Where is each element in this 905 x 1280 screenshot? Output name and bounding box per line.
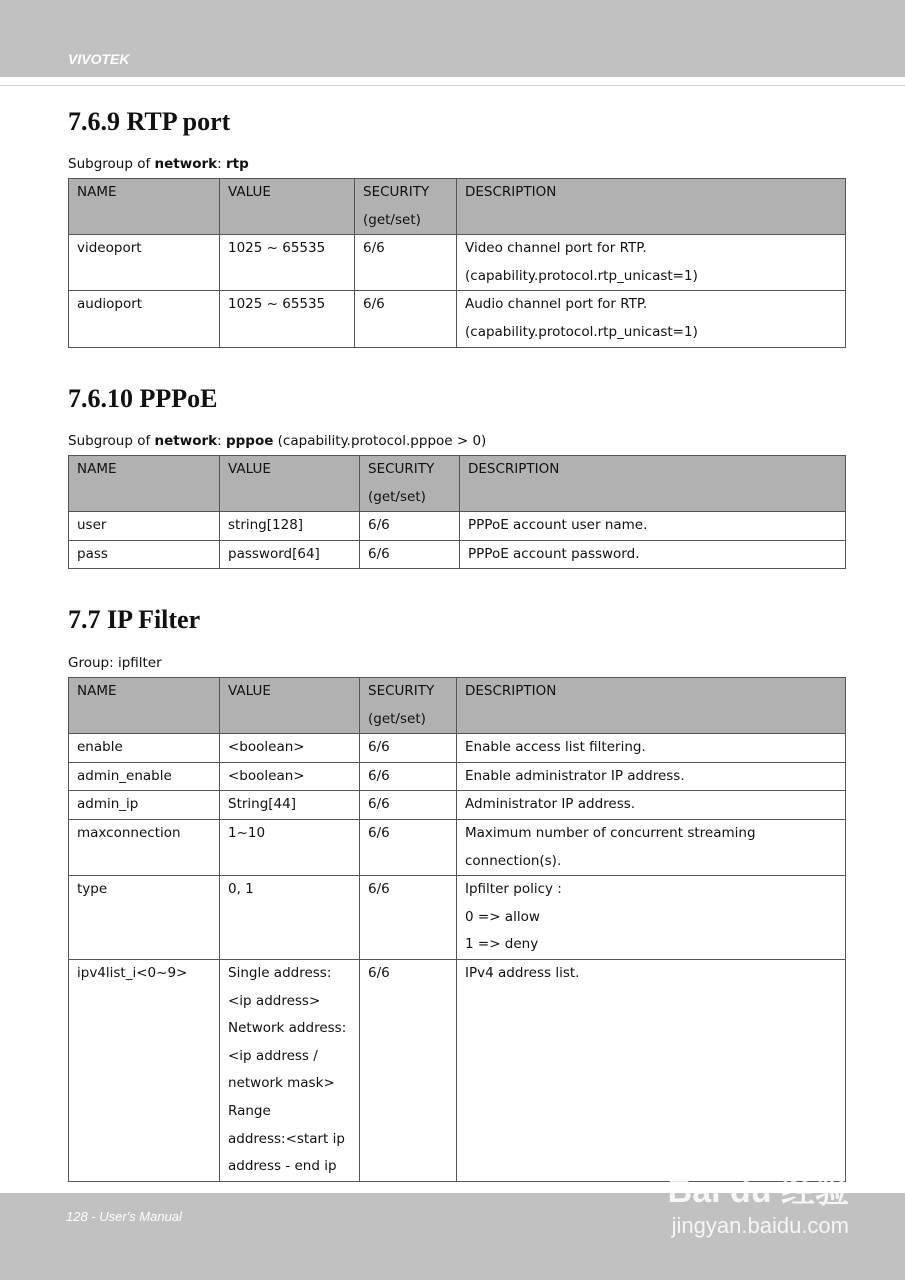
subtitle-suffix: (capability.protocol.pppoe > 0) xyxy=(273,433,487,449)
parameter-table xyxy=(68,677,846,1182)
section-subtitle xyxy=(68,433,486,449)
cell-text: connection(s). xyxy=(465,852,562,869)
cell-text: Enable access list filtering. xyxy=(465,739,646,756)
cell-text: enable xyxy=(77,739,123,756)
table-cell xyxy=(220,512,360,541)
cell-text: <ip address / xyxy=(228,1047,318,1064)
table-cell xyxy=(69,791,220,820)
header-text: SECURITY xyxy=(363,184,430,200)
table-cell xyxy=(457,291,846,347)
subtitle-bold2: rtp xyxy=(225,156,249,172)
parameter-table xyxy=(68,178,846,348)
column-header xyxy=(69,456,220,512)
header-text: SECURITY xyxy=(368,461,435,477)
table-cell xyxy=(360,540,460,569)
table-cell xyxy=(69,235,220,291)
header-text: VALUE xyxy=(228,461,271,477)
cell-text: (capability.protocol.rtp_unicast=1) xyxy=(465,267,698,284)
cell-text: 6/6 xyxy=(363,296,385,313)
table-cell xyxy=(220,734,360,763)
cell-text: admin_ip xyxy=(77,796,139,813)
table-cell xyxy=(360,791,457,820)
table-cell xyxy=(360,876,457,960)
table-row xyxy=(69,540,846,569)
cell-text: Video channel port for RTP. xyxy=(465,240,647,257)
page-header xyxy=(0,0,905,77)
table-cell xyxy=(69,959,220,1181)
cell-text: 6/6 xyxy=(368,545,390,562)
cell-text: Ipfilter policy : xyxy=(465,881,562,898)
header-text: DESCRIPTION xyxy=(465,184,557,200)
table-row xyxy=(69,791,846,820)
header-text: NAME xyxy=(77,683,117,699)
subtitle-bold1: network xyxy=(154,433,218,449)
cell-text: Audio channel port for RTP. xyxy=(465,296,648,313)
cell-text: Administrator IP address. xyxy=(465,796,636,813)
table-row xyxy=(69,876,846,960)
cell-text: IPv4 address list. xyxy=(465,964,580,981)
table-cell xyxy=(457,876,846,960)
cell-text: Maximum number of concurrent streaming xyxy=(465,824,756,841)
column-header xyxy=(220,678,360,734)
cell-text: 0, 1 xyxy=(228,881,254,898)
table-cell xyxy=(220,235,355,291)
cell-text: PPPoE account user name. xyxy=(468,517,648,534)
header-text: NAME xyxy=(77,461,117,477)
cell-text: 6/6 xyxy=(368,881,390,898)
table-cell xyxy=(457,762,846,791)
cell-text: address:<start ip xyxy=(228,1130,345,1147)
cell-text: type xyxy=(77,881,108,898)
header-text: DESCRIPTION xyxy=(468,461,560,477)
cell-text: maxconnection xyxy=(77,824,181,841)
header-text: (get/set) xyxy=(368,710,426,727)
table-cell xyxy=(360,819,457,875)
column-header xyxy=(69,179,220,235)
table-cell xyxy=(457,959,846,1181)
table-row xyxy=(69,235,846,291)
column-header xyxy=(460,456,846,512)
table-cell xyxy=(360,734,457,763)
table-cell xyxy=(69,762,220,791)
cell-text: pass xyxy=(77,545,108,562)
cell-text: 6/6 xyxy=(368,824,390,841)
table-cell xyxy=(220,819,360,875)
cell-text: address - end ip xyxy=(228,1158,337,1175)
section-subtitle xyxy=(68,655,162,671)
column-header xyxy=(220,456,360,512)
cell-text: 0 => allow xyxy=(465,908,540,925)
cell-text: password[64] xyxy=(228,545,320,562)
cell-text: (capability.protocol.rtp_unicast=1) xyxy=(465,323,698,340)
table-cell xyxy=(457,819,846,875)
table-cell xyxy=(69,876,220,960)
section-title: 7.6.10 PPPoE xyxy=(68,384,218,413)
table-row xyxy=(69,819,846,875)
header-text: (get/set) xyxy=(368,488,426,505)
cell-text: videoport xyxy=(77,240,142,257)
table-row xyxy=(69,291,846,347)
table-cell xyxy=(220,876,360,960)
cell-text: audioport xyxy=(77,296,143,313)
table-cell xyxy=(360,762,457,791)
subtitle-mid: : xyxy=(217,156,226,172)
subtitle-bold2: pppoe xyxy=(225,433,274,449)
table-cell xyxy=(457,791,846,820)
table-cell xyxy=(69,819,220,875)
cell-text: 1025 ~ 65535 xyxy=(228,240,326,257)
section-subtitle xyxy=(68,156,249,172)
table-cell xyxy=(69,291,220,347)
table-cell xyxy=(220,291,355,347)
table-cell xyxy=(457,734,846,763)
column-header xyxy=(457,179,846,235)
section-title: 7.7 IP Filter xyxy=(68,605,201,634)
cell-text: 6/6 xyxy=(368,767,390,784)
table-cell xyxy=(69,540,220,569)
cell-text: PPPoE account password. xyxy=(468,545,640,562)
cell-text: user xyxy=(77,517,107,534)
table-cell xyxy=(460,512,846,541)
column-header xyxy=(220,179,355,235)
cell-text: 1025 ~ 65535 xyxy=(228,296,326,313)
cell-text: 6/6 xyxy=(368,517,390,534)
cell-text: Enable administrator IP address. xyxy=(465,767,685,784)
cell-text: admin_enable xyxy=(77,767,172,784)
table-cell xyxy=(355,291,457,347)
table-cell xyxy=(220,540,360,569)
header-text: NAME xyxy=(77,184,117,200)
cell-text: Single address: xyxy=(228,964,332,981)
section-title: 7.6.9 RTP port xyxy=(68,107,231,136)
cell-text: 1 => deny xyxy=(465,936,539,953)
column-header xyxy=(360,678,457,734)
column-header xyxy=(355,179,457,235)
table-cell xyxy=(69,512,220,541)
cell-text: ipv4list_i<0~9> xyxy=(77,964,188,981)
table-cell xyxy=(360,512,460,541)
cell-text: 6/6 xyxy=(363,240,385,257)
cell-text: <boolean> xyxy=(228,739,305,756)
table-cell xyxy=(220,762,360,791)
page-number: 128 - User's Manual xyxy=(66,1209,182,1224)
watermark-url: jingyan.baidu.com xyxy=(671,1213,849,1238)
table-cell xyxy=(220,791,360,820)
cell-text: network mask> xyxy=(228,1075,335,1092)
table-cell xyxy=(460,540,846,569)
column-header xyxy=(360,456,460,512)
header-text: DESCRIPTION xyxy=(465,683,557,699)
subtitle-mid: : xyxy=(217,433,226,449)
header-text: VALUE xyxy=(228,184,271,200)
subtitle-prefix: Subgroup of xyxy=(68,156,155,172)
brand-logo-text: VIVOTEK xyxy=(68,51,130,67)
table-header-row xyxy=(69,179,846,235)
watermark-logo: Bai du 经验 xyxy=(667,1172,849,1210)
table-cell xyxy=(355,235,457,291)
cell-text: 6/6 xyxy=(368,739,390,756)
table-cell xyxy=(360,959,457,1181)
table-cell xyxy=(220,959,360,1181)
cell-text: 1~10 xyxy=(228,824,266,841)
table-row xyxy=(69,762,846,791)
cell-text: Range xyxy=(228,1102,271,1119)
cell-text: String[44] xyxy=(228,796,297,813)
subtitle-prefix: Subgroup of xyxy=(68,433,155,449)
cell-text: 6/6 xyxy=(368,964,390,981)
cell-text: 6/6 xyxy=(368,796,390,813)
page-footer xyxy=(0,1172,905,1280)
cell-text: string[128] xyxy=(228,517,304,534)
cell-text: <boolean> xyxy=(228,767,305,784)
table-cell xyxy=(69,734,220,763)
parameter-table xyxy=(68,455,846,569)
table-row xyxy=(69,512,846,541)
table-row xyxy=(69,734,846,763)
header-text: SECURITY xyxy=(368,683,435,699)
subtitle-prefix: Group: ipfilter xyxy=(68,655,162,671)
cell-text: <ip address> xyxy=(228,992,321,1009)
cell-text: Network address: xyxy=(228,1020,347,1037)
table-header-row xyxy=(69,456,846,512)
column-header xyxy=(69,678,220,734)
header-text: VALUE xyxy=(228,683,271,699)
header-divider xyxy=(0,85,905,86)
subtitle-bold1: network xyxy=(154,156,218,172)
table-cell xyxy=(457,235,846,291)
column-header xyxy=(457,678,846,734)
table-row xyxy=(69,959,846,1181)
header-text: (get/set) xyxy=(363,211,421,228)
table-header-row xyxy=(69,678,846,734)
